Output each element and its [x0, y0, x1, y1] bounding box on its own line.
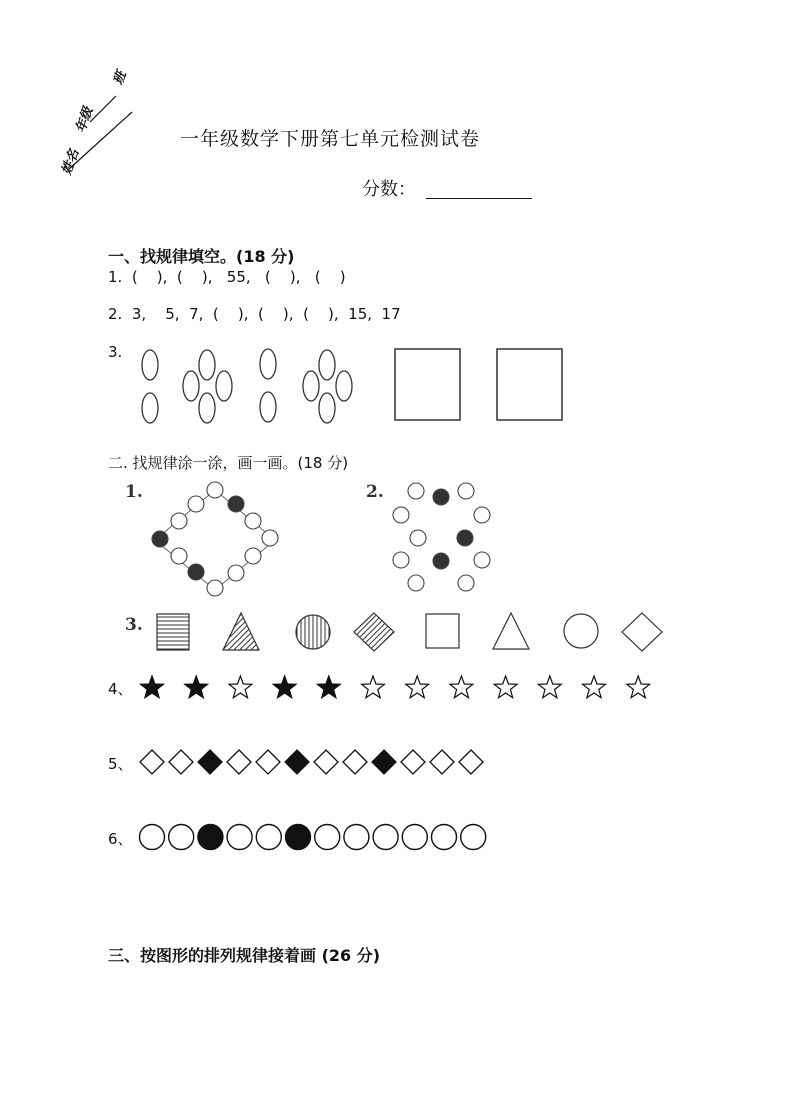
- empty-circle-icon: [140, 825, 165, 850]
- section1-heading: 一、找规律填空。(18 分): [108, 247, 295, 266]
- score-label: 分数：: [362, 179, 416, 200]
- empty-circle-icon: [256, 825, 281, 850]
- filled-circle-icon: [198, 825, 223, 850]
- section1-q3-label: 3.: [108, 343, 123, 361]
- section2-q6-label: 6、: [108, 830, 133, 848]
- empty-circle-icon: [169, 825, 194, 850]
- section1-q2: 2. 3, 5, 7, ( ), ( ), ( ), 15, 17: [108, 305, 401, 323]
- section2-q5-label: 5、: [108, 755, 133, 773]
- empty-circle-icon: [432, 825, 457, 850]
- empty-circle-icon: [227, 825, 252, 850]
- section2-q2-label: 2.: [366, 482, 384, 502]
- page-title: 一年级数学下册第七单元检测试卷: [180, 128, 481, 150]
- empty-circle-icon: [344, 825, 369, 850]
- section2-q3-label: 3.: [125, 615, 143, 635]
- empty-circle-icon: [402, 825, 427, 850]
- empty-circle-icon: [315, 825, 340, 850]
- class-label: 班: [111, 69, 130, 87]
- grade-label: 年级: [73, 105, 97, 135]
- section2-q4-label: 4、: [108, 680, 133, 698]
- section2-q1-label: 1.: [125, 482, 143, 502]
- section1-q1: 1. ( ), ( ), 55, ( ), ( ): [108, 268, 346, 286]
- name-label: 姓名: [59, 147, 83, 177]
- empty-circle-icon: [461, 825, 486, 850]
- section2-heading: 二. 找规律涂一涂，画一画。(18 分): [108, 454, 349, 472]
- section3-heading: 三、按图形的排列规律接着画 (26 分): [108, 946, 381, 965]
- filled-circle-icon: [286, 825, 311, 850]
- empty-circle-icon: [373, 825, 398, 850]
